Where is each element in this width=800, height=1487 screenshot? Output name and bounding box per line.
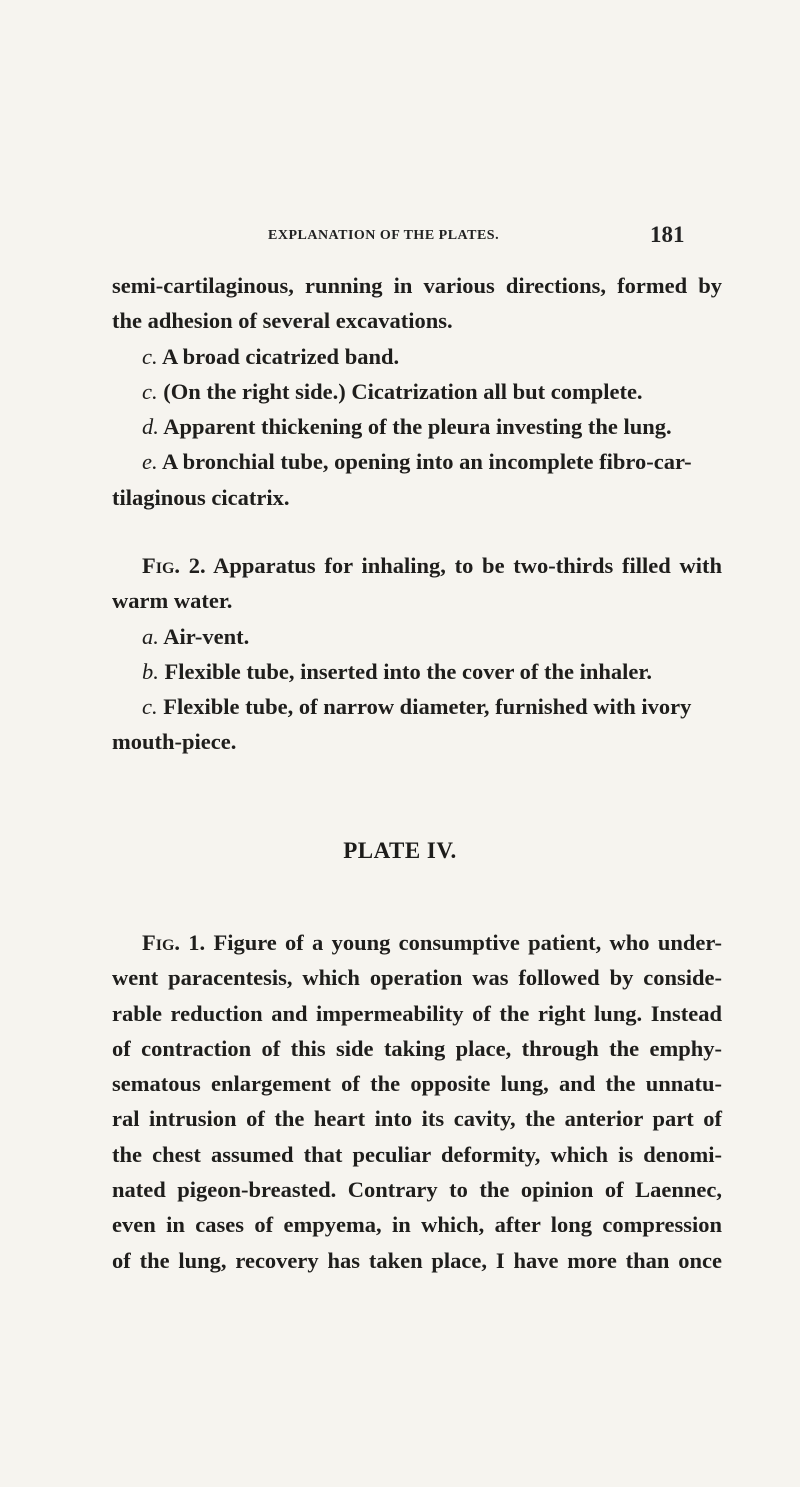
item-text: Apparent thickening of the pleura investing the lung. (158, 414, 672, 440)
legend-item-c-right (112, 374, 722, 409)
legend-item-c (112, 689, 722, 724)
fig-2-caption (112, 548, 722, 583)
item-label: d. (142, 414, 159, 440)
page-number: 181 (650, 222, 685, 247)
item-text: Flexible tube, inserted into the cover of the inhaler. (158, 658, 652, 684)
body-line: sematous enlargement of the opposite lung, and the unnatu- (112, 1071, 722, 1097)
running-head: EXPLANATION OF THE PLATES. (268, 228, 500, 243)
body-line: semi-cartilaginous, running in various directions, formed by (112, 273, 722, 298)
legend-item-a (112, 619, 722, 654)
body-line: even in cases of empyema, in which, after long compression (112, 1212, 722, 1238)
body-line: mouth-piece. (112, 729, 237, 755)
legend-item-c (112, 339, 722, 374)
body-line: nated pigeon-breasted. Contrary to the opinion of Laennec, (112, 1177, 722, 1203)
legend-item-d (112, 409, 722, 444)
item-text: (On the right side.) Cicatrization all but complete. (157, 378, 643, 404)
plate-iv-heading: PLATE IV. (343, 838, 457, 863)
body-line: went paracentesis, which operation was followed by conside- (112, 965, 722, 991)
body-line: the chest assumed that peculiar deformity, which is denomi- (112, 1141, 722, 1167)
fig-text: Figure of a young consumptive patient, who under- (205, 930, 722, 955)
item-text: Flexible tube, of narrow diameter, furnished with ivory (157, 694, 692, 720)
body-line: of the lung, recovery has taken place, I have more than once (112, 1247, 722, 1273)
fig-label: Fig. 1. (142, 930, 206, 955)
legend-item-e (112, 444, 722, 479)
section-plate-iv-fig-1 (112, 925, 722, 1278)
item-label: a. (142, 623, 159, 649)
item-text: A bronchial tube, opening into an incomplete fibro-car- (157, 449, 692, 475)
body-line: warm water. (112, 588, 233, 614)
body-line: rable reduction and impermeability of the right lung. Instead (112, 1000, 722, 1026)
item-text: Air-vent. (158, 623, 250, 649)
section-fig-2 (112, 548, 722, 760)
body-line: the adhesion of several excavations. (112, 308, 453, 334)
item-text: A broad cicatrized band. (157, 343, 400, 369)
fig-1-caption (112, 925, 722, 960)
fig-text: Apparatus for inhaling, to be two-thirds filled with (205, 553, 722, 578)
item-label: b. (142, 658, 159, 684)
body-line: ral intrusion of the heart into its cavity, the anterior part of (112, 1106, 722, 1132)
item-label: c. (142, 694, 158, 720)
body-line: tilaginous cicatrix. (112, 484, 290, 510)
item-label: e. (142, 449, 158, 475)
legend-item-b (112, 654, 722, 689)
fig-label: Fig. 2. (142, 553, 206, 578)
item-label: c. (142, 343, 158, 369)
body-line: of contraction of this side taking place, through the emphy- (112, 1035, 722, 1061)
item-label: c. (142, 378, 158, 404)
section-plate-iii-continuation (112, 268, 722, 515)
